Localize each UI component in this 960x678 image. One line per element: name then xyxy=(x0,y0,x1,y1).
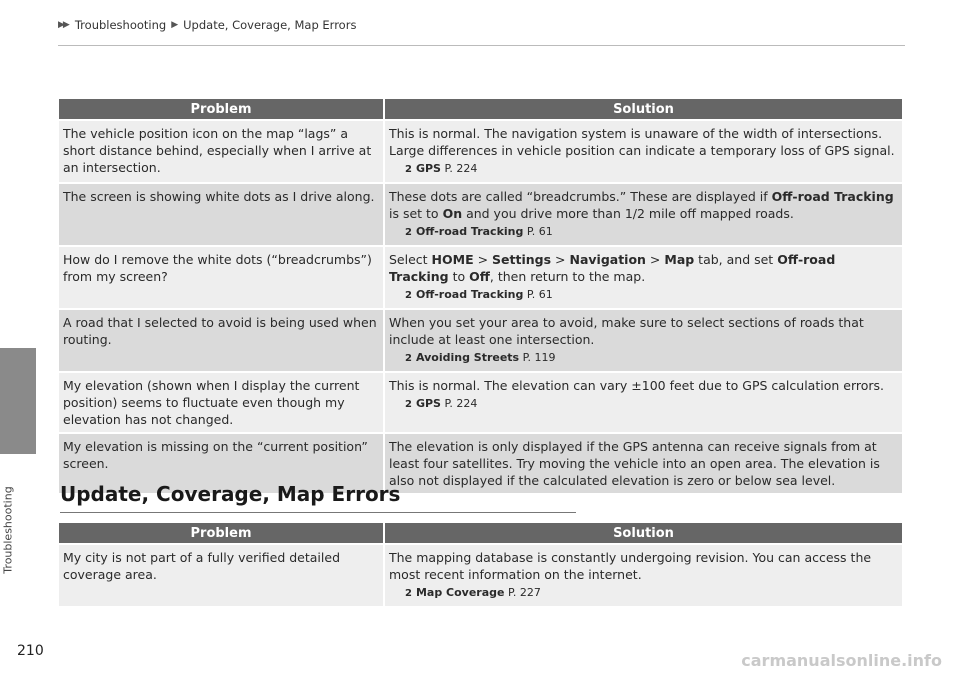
setting-name: Off-road Tracking xyxy=(771,189,894,204)
table-row xyxy=(59,119,902,182)
cross-reference[interactable] xyxy=(405,286,896,304)
reference-label: Off-road Tracking xyxy=(415,288,524,301)
reference-page: P. 119 xyxy=(522,351,556,364)
problem-cell: My city is not part of a fully verified detailed coverage area. xyxy=(59,543,385,606)
breadcrumb-item-troubleshooting[interactable]: Troubleshooting xyxy=(74,18,167,32)
watermark: carmanualsonline.info xyxy=(741,651,942,670)
column-header-problem: Problem xyxy=(59,523,385,543)
reference-page: P. 224 xyxy=(444,397,478,410)
reference-label: GPS xyxy=(415,162,441,175)
map-errors-table xyxy=(59,523,902,606)
page-number: 210 xyxy=(17,643,44,659)
reference-arrow-icon: 2 xyxy=(405,399,412,410)
reference-arrow-icon: 2 xyxy=(405,227,412,238)
problem-cell: My elevation (shown when I display the current position) seems to fluctuate even though my elevation has not changed. xyxy=(59,371,385,432)
troubleshooting-table xyxy=(59,99,902,493)
solution-cell xyxy=(385,371,902,432)
chapter-tab xyxy=(0,348,36,454)
setting-value: On xyxy=(442,206,463,221)
header-divider xyxy=(58,45,905,46)
cross-reference[interactable] xyxy=(405,160,896,178)
table-row xyxy=(59,371,902,432)
solution-cell xyxy=(385,543,902,606)
reference-page: P. 224 xyxy=(444,162,478,175)
reference-page: P. 61 xyxy=(526,225,553,238)
problem-cell: A road that I selected to avoid is being used when routing. xyxy=(59,308,385,371)
solution-cell: Select HOME > Settings > Navigation > Map tab, and set Off-road Tracking to Off, then return to the map. 2 Off-road Tracking P. 61 xyxy=(385,245,902,308)
cross-reference[interactable] xyxy=(405,349,896,367)
cross-reference[interactable] xyxy=(405,584,896,602)
problem-cell: My elevation is missing on the “current position” screen. xyxy=(59,432,385,493)
cross-reference[interactable] xyxy=(405,223,896,241)
reference-label: Avoiding Streets xyxy=(415,351,520,364)
solution-text: When you set your area to avoid, make sure to select sections of roads that include at least one intersection. xyxy=(389,315,864,347)
breadcrumb xyxy=(58,18,356,32)
column-header-solution: Solution xyxy=(385,523,902,543)
reference-arrow-icon: 2 xyxy=(405,290,412,301)
table-row xyxy=(59,245,902,308)
double-arrow-icon: ▶▶ xyxy=(58,20,68,30)
column-header-solution: Solution xyxy=(385,99,902,119)
table-row xyxy=(59,308,902,371)
solution-cell xyxy=(385,119,902,182)
solution-text: The mapping database is constantly undergoing revision. You can access the most recent information on the internet. xyxy=(389,550,872,582)
problem-cell: The vehicle position icon on the map “lags” a short distance behind, especially when I arrive at an intersection. xyxy=(59,119,385,182)
reference-arrow-icon: 2 xyxy=(405,588,412,599)
reference-arrow-icon: 2 xyxy=(405,353,412,364)
reference-label: Off-road Tracking xyxy=(415,225,524,238)
breadcrumb-item-current: Update, Coverage, Map Errors xyxy=(183,18,357,32)
solution-cell: These dots are called “breadcrumbs.” These are displayed if Off-road Tracking is set to On and you drive more than 1/2 mile off mapped roads. 2 Off-road Tracking P. 61 xyxy=(385,182,902,245)
section-divider xyxy=(60,512,576,513)
solution-cell xyxy=(385,308,902,371)
cross-reference[interactable] xyxy=(405,395,896,413)
table-row xyxy=(59,543,902,606)
reference-page: P. 227 xyxy=(507,586,541,599)
arrow-icon: ▶ xyxy=(171,20,179,30)
reference-page: P. 61 xyxy=(526,288,553,301)
reference-label: Map Coverage xyxy=(415,586,505,599)
solution-cell: The elevation is only displayed if the GPS antenna can receive signals from at least four satellites. Try moving the vehicle into an open area. The elevation is also not displayed if the calculated elevation is zero or below sea level. xyxy=(385,432,902,493)
problem-cell: How do I remove the white dots (“breadcrumbs”) from my screen? xyxy=(59,245,385,308)
column-header-problem: Problem xyxy=(59,99,385,119)
section-title: Update, Coverage, Map Errors xyxy=(60,482,401,506)
table-row xyxy=(59,182,902,245)
reference-arrow-icon: 2 xyxy=(405,164,412,175)
problem-cell: The screen is showing white dots as I drive along. xyxy=(59,182,385,245)
chapter-label: Troubleshooting xyxy=(1,486,15,574)
solution-text: This is normal. The elevation can vary ±100 feet due to GPS calculation errors. xyxy=(389,378,885,393)
reference-label: GPS xyxy=(415,397,441,410)
solution-text: This is normal. The navigation system is unaware of the width of intersections. Large differences in vehicle position can indicate a temporary loss of GPS signal. xyxy=(389,126,895,158)
